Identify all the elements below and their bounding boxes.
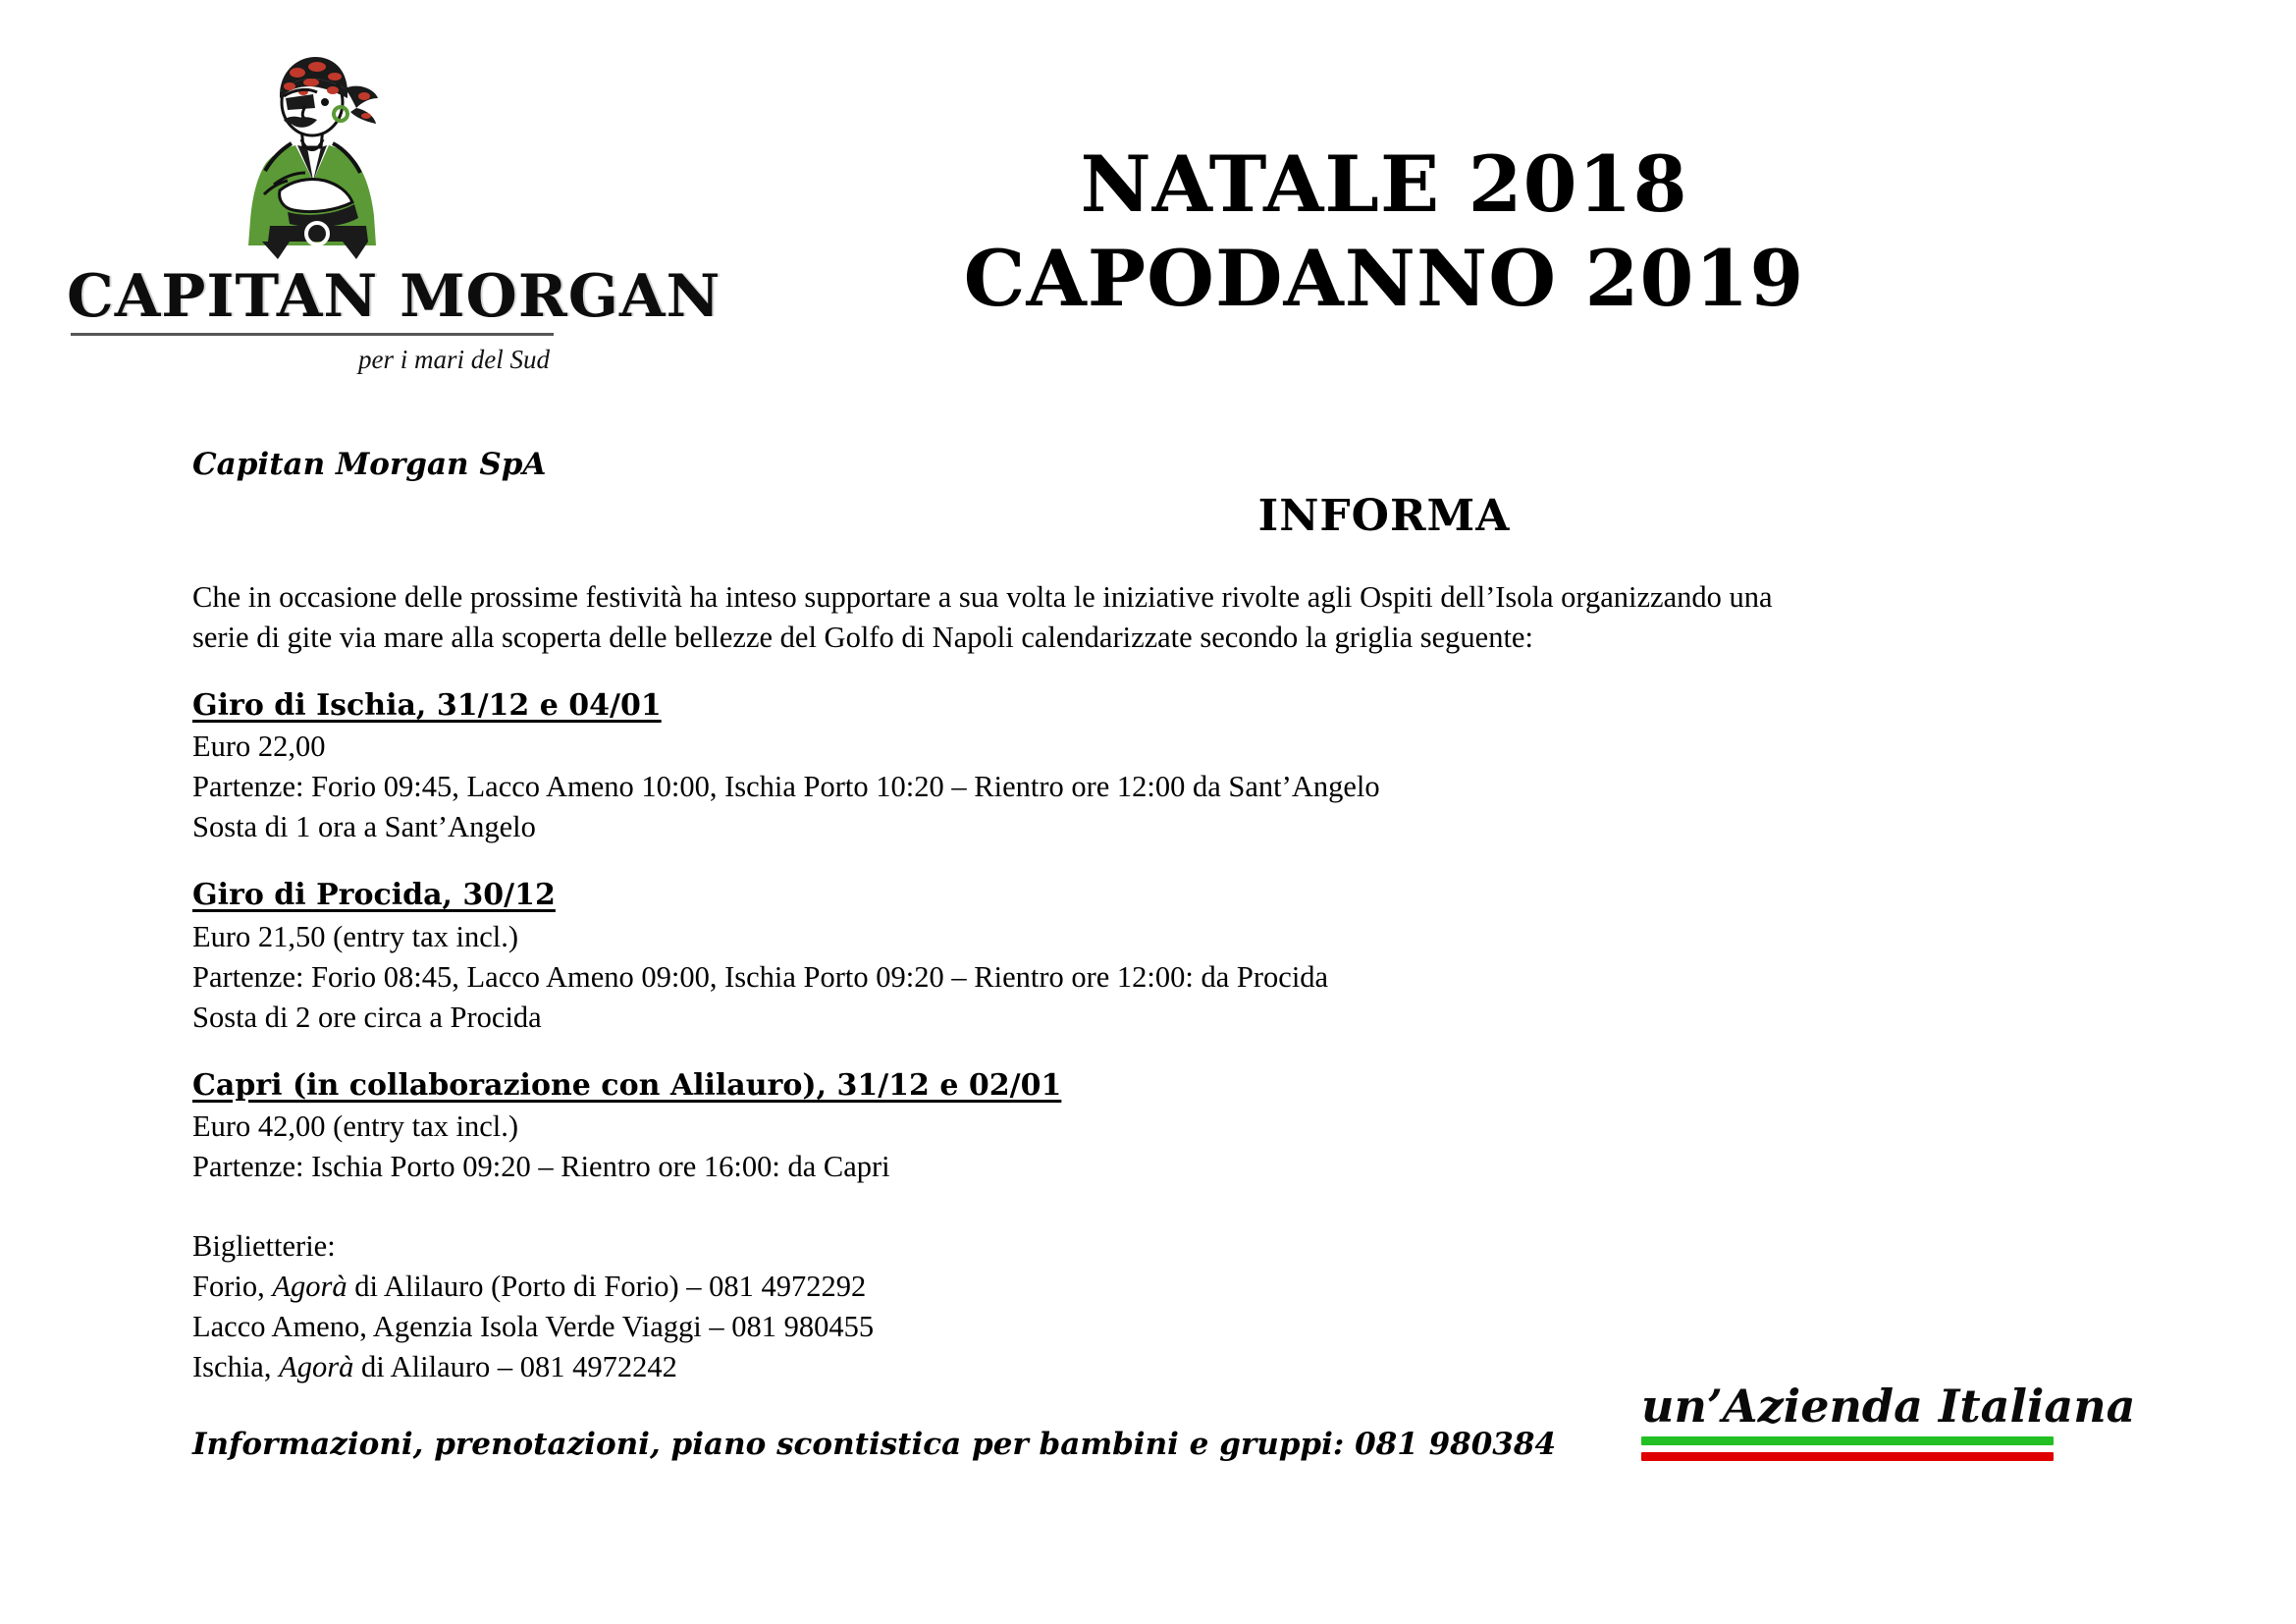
badge-green-bar [1641,1436,2054,1445]
brand-tagline: per i mari del Sud [358,345,550,374]
wordmark-divider [71,333,554,336]
badge-label: un’Azienda Italiana [1641,1380,2136,1433]
ticket-office-lacco-ameno [192,1307,1867,1347]
intro-line-2: serie di gite via mare alla scoperta delle bellezze del Golfo di Napoli calendarizzate secondo la griglia seguente: [192,621,1533,655]
badge-red-bar [1641,1452,2054,1461]
trip-price: Euro 22,00 [192,730,326,764]
trip-heading: Giro di Procida, 30/12 [192,878,556,913]
ticket-offices [192,1226,1867,1387]
trip-departures: Partenze: Forio 09:45, Lacco Ameno 10:00, Ischia Porto 10:20 – Rientro ore 12:00 da Sant’Angelo [192,770,1380,804]
office-suffix: di Alilauro – 081 4972242 [353,1350,677,1384]
trip-departures: Partenze: Ischia Porto 09:20 – Rientro ore 16:00: da Capri [192,1150,890,1184]
office-prefix: Forio, [192,1270,273,1304]
brand-logo [67,37,721,375]
document-body [192,577,1867,1466]
trip-stop: Sosta di 1 ora a Sant’Angelo [192,810,536,844]
trip-price: Euro 42,00 (entry tax incl.) [192,1110,519,1144]
informa-heading: INFORMA [1257,491,1511,541]
trip-stop: Sosta di 2 ore circa a Procida [192,1000,542,1034]
page-title [805,137,1963,327]
trip-section-ischia [192,685,1867,847]
trip-heading: Giro di Ischia, 31/12 e 04/01 [192,688,662,724]
title-line-2: CAPODANNO 2019 [963,233,1805,325]
tickets-label: Biglietterie: [192,1229,336,1264]
company-name: Capitan Morgan SpA [192,447,547,482]
trip-section-capri [192,1065,1867,1187]
office-brand: Agorà [279,1350,354,1384]
office-brand: Agorà [272,1270,347,1304]
title-line-1: NATALE 2018 [1080,138,1688,230]
trip-heading: Capri (in collaborazione con Alilauro), 31/12 e 02/01 [192,1067,1062,1103]
italian-company-badge [1641,1380,2136,1461]
ticket-office-forio [192,1267,1867,1307]
brand-wordmark: CAPITAN MORGAN [67,262,721,331]
trip-departures: Partenze: Forio 08:45, Lacco Ameno 09:00, Ischia Porto 09:20 – Rientro ore 12:00: da Procida [192,959,1329,994]
office-prefix: Lacco Ameno, Agenzia Isola Verde Viaggi – 081 980455 [192,1310,875,1344]
office-prefix: Ischia, [192,1350,280,1384]
pirate-captain-logo-icon [219,37,405,263]
contact-footer-line: Informazioni, prenotazioni, piano scontistica per bambini e gruppi: 081 980384 [192,1427,1557,1463]
intro-paragraph [192,577,1867,658]
ticket-office-ischia [192,1347,1867,1387]
intro-line-1: Che in occasione delle prossime festività ha inteso supportare a sua volta le iniziative rivolte agli Ospiti dell’Isola organizzando una [192,580,1773,614]
office-suffix: di Alilauro (Porto di Forio) – 081 4972292 [347,1270,867,1304]
trip-section-procida [192,875,1867,1037]
trip-price: Euro 21,50 (entry tax incl.) [192,919,519,953]
